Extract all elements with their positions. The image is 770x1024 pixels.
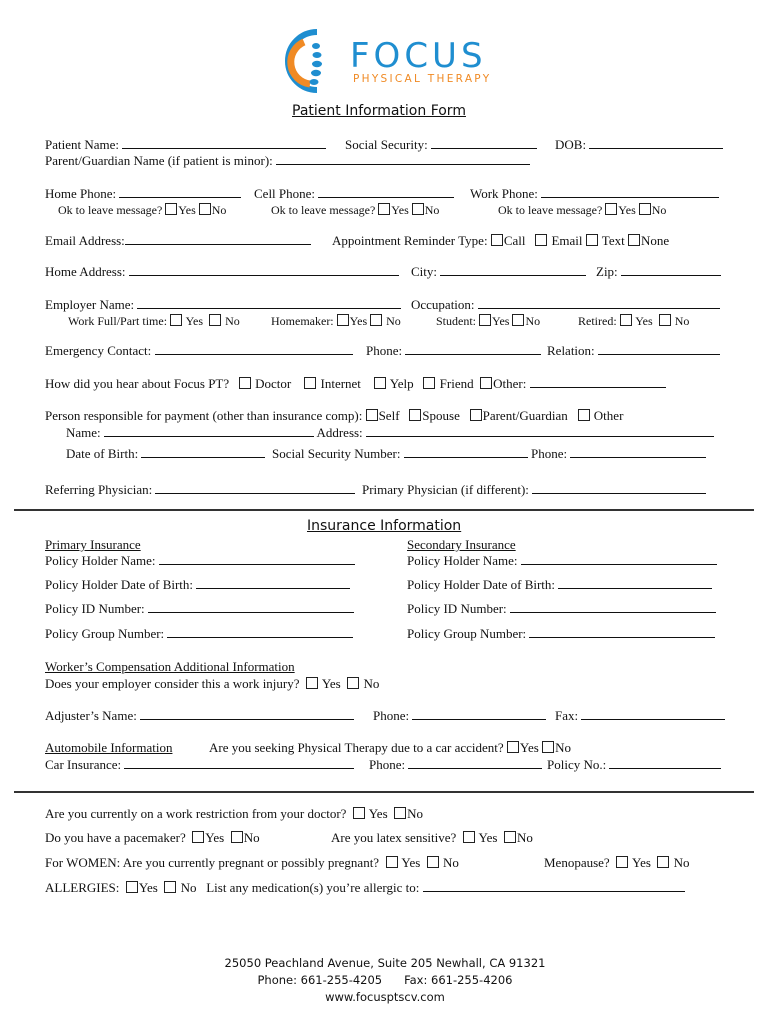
reminder-text-checkbox[interactable] (586, 234, 598, 246)
relation-label: Relation: (547, 343, 595, 358)
referring-label: Referring Physician: (45, 482, 153, 497)
hear-doctor-checkbox[interactable] (239, 377, 251, 389)
guardian-label: Parent/Guardian Name (if patient is minor): (45, 153, 273, 168)
pay-phone-field[interactable] (570, 446, 706, 458)
hear-other-field[interactable] (530, 376, 666, 388)
retired-no-checkbox[interactable] (659, 314, 671, 326)
no-label: No (386, 314, 401, 328)
ok-message-label: Ok to leave message? (271, 203, 376, 217)
yelp-label: Yelp (389, 376, 414, 391)
yes-label: Yes (368, 806, 388, 821)
city-field[interactable] (440, 264, 586, 276)
hear-friend-checkbox[interactable] (423, 377, 435, 389)
other-label: Other (593, 408, 624, 423)
p-holder-field[interactable] (159, 553, 355, 565)
hear-label: How did you hear about Focus PT? (45, 376, 230, 391)
patient-name-label: Patient Name: (45, 137, 120, 152)
work-msg-yes-checkbox[interactable] (605, 203, 617, 215)
patient-name-field[interactable] (122, 137, 326, 149)
policy-no-field[interactable] (609, 757, 721, 769)
text-label: Text (601, 233, 625, 248)
emergency-field[interactable] (155, 343, 353, 355)
emergency-phone-label: Phone: (366, 343, 403, 358)
ok-message-label: Ok to leave message? (498, 203, 603, 217)
work-phone-field[interactable] (541, 186, 719, 198)
p-holder-label: Policy Holder Name: (45, 553, 156, 568)
zip-label: Zip: (596, 264, 618, 279)
allergies-no-checkbox[interactable] (164, 881, 176, 893)
menopause-question: Menopause? (544, 855, 610, 870)
footer-phone: Phone: 661-255-4205 (257, 973, 383, 987)
allergies-label: ALLERGIES: (45, 880, 120, 895)
yes-label: Yes (492, 314, 510, 328)
p-holder-dob-label: Policy Holder Date of Birth: (45, 577, 194, 592)
student-yes-checkbox[interactable] (479, 314, 491, 326)
no-label: No (407, 806, 424, 821)
ssn-label: Social Security: (345, 137, 428, 152)
p-holder-dob-field[interactable] (196, 577, 350, 589)
p-group-field[interactable] (167, 626, 353, 638)
no-label: No (516, 830, 533, 845)
yes-label: Yes (401, 855, 421, 870)
pay-dob-field[interactable] (141, 446, 265, 458)
no-label: No (211, 203, 227, 217)
homemaker-yes-checkbox[interactable] (337, 314, 349, 326)
auto-heading: Automobile Information (45, 740, 173, 755)
dob-field[interactable] (589, 137, 723, 149)
doctor-label: Doctor (255, 376, 292, 391)
restriction-question: Are you currently on a work restriction from your doctor? (45, 806, 347, 821)
yes-label: Yes (391, 203, 409, 217)
brand-name: FOCUS (350, 36, 487, 76)
primary-insurance-heading: Primary Insurance (45, 537, 141, 552)
pacemaker-no-checkbox[interactable] (231, 831, 243, 843)
car-insurance-label: Car Insurance: (45, 757, 122, 772)
ssn-field[interactable] (431, 137, 537, 149)
ok-message-label: Ok to leave message? (58, 203, 163, 217)
s-holder-dob-label: Policy Holder Date of Birth: (407, 577, 556, 592)
adjuster-phone-field[interactable] (412, 708, 546, 720)
self-label: Self (378, 408, 400, 423)
no-label: No (651, 203, 667, 217)
guardian-field[interactable] (276, 153, 530, 165)
reminder-label: Appointment Reminder Type: (332, 233, 488, 248)
parent-label: Parent/Guardian (482, 408, 568, 423)
student-label: Student: (436, 314, 477, 328)
email-field[interactable] (125, 233, 311, 245)
footer-website[interactable]: www.focusptscv.com (325, 990, 445, 1004)
pay-parent-checkbox[interactable] (470, 409, 482, 421)
car-phone-label: Phone: (369, 757, 406, 772)
reminder-none-checkbox[interactable] (628, 234, 640, 246)
work-msg-no-checkbox[interactable] (639, 203, 651, 215)
work-injury-no-checkbox[interactable] (347, 677, 359, 689)
emergency-label: Emergency Contact: (45, 343, 152, 358)
secondary-insurance-heading: Secondary Insurance (407, 537, 516, 552)
footer-fax: Fax: 661-255-4206 (404, 973, 513, 987)
footer-contact (0, 972, 770, 989)
work-yes-checkbox[interactable] (170, 314, 182, 326)
yes-label: Yes (519, 740, 539, 755)
pregnant-yes-checkbox[interactable] (386, 856, 398, 868)
homemaker-label: Homemaker: (271, 314, 334, 328)
no-label: No (525, 314, 541, 328)
s-group-label: Policy Group Number: (407, 626, 527, 641)
adjuster-fax-field[interactable] (581, 708, 725, 720)
cell-msg-yes-checkbox[interactable] (378, 203, 390, 215)
car-accident-no-checkbox[interactable] (542, 741, 554, 753)
pay-spouse-checkbox[interactable] (409, 409, 421, 421)
no-label: No (243, 830, 260, 845)
home-msg-no-checkbox[interactable] (199, 203, 211, 215)
section-divider (14, 791, 754, 793)
none-label: None (640, 233, 670, 248)
pay-ssn-label: Social Security Number: (271, 446, 401, 461)
yes-label: Yes (138, 880, 158, 895)
focus-logo-mark (284, 28, 350, 94)
cell-phone-label: Cell Phone: (254, 186, 316, 201)
latex-no-checkbox[interactable] (504, 831, 516, 843)
workers-comp-heading: Worker’s Compensation Additional Information (45, 659, 295, 674)
no-label: No (443, 855, 459, 870)
no-label: No (363, 676, 380, 691)
pay-address-label: Address: (316, 425, 363, 440)
allergic-list-field[interactable] (423, 880, 685, 892)
pay-ssn-field[interactable] (404, 446, 528, 458)
yes-label: Yes (635, 314, 653, 328)
car-accident-question: Are you seeking Physical Therapy due to a car accident? (209, 740, 504, 755)
section-divider (14, 509, 754, 511)
retired-yes-checkbox[interactable] (620, 314, 632, 326)
adjuster-label: Adjuster’s Name: (45, 708, 137, 723)
home-phone-field[interactable] (119, 186, 241, 198)
emergency-phone-field[interactable] (405, 343, 541, 355)
employer-field[interactable] (137, 297, 401, 309)
yes-label: Yes (205, 830, 225, 845)
work-no-checkbox[interactable] (209, 314, 221, 326)
work-injury-yes-checkbox[interactable] (306, 677, 318, 689)
home-msg-yes-checkbox[interactable] (165, 203, 177, 215)
primary-physician-field[interactable] (532, 482, 706, 494)
pay-phone-label: Phone: (531, 446, 568, 461)
hear-other-checkbox[interactable] (480, 377, 492, 389)
no-label: No (673, 855, 690, 870)
work-injury-question: Does your employer consider this a work injury? (45, 676, 300, 691)
pay-name-field[interactable] (104, 425, 314, 437)
menopause-no-checkbox[interactable] (657, 856, 669, 868)
no-label: No (424, 203, 440, 217)
reminder-call-checkbox[interactable] (491, 234, 503, 246)
yes-label: Yes (618, 203, 636, 217)
no-label: No (225, 314, 240, 328)
pay-name-label: Name: (66, 425, 101, 440)
hear-internet-checkbox[interactable] (304, 377, 316, 389)
s-group-field[interactable] (529, 626, 715, 638)
menopause-yes-checkbox[interactable] (616, 856, 628, 868)
yes-label: Yes (349, 314, 368, 328)
occupation-field[interactable] (478, 297, 720, 309)
cell-msg-no-checkbox[interactable] (412, 203, 424, 215)
other-label: Other: (493, 376, 527, 391)
primary-physician-label: Primary Physician (if different): (361, 482, 529, 497)
referring-field[interactable] (155, 482, 355, 494)
internet-label: Internet (320, 376, 361, 391)
car-phone-field[interactable] (408, 757, 542, 769)
latex-question: Are you latex sensitive? (331, 830, 457, 845)
call-label: Call (503, 233, 526, 248)
pay-dob-label: Date of Birth: (66, 446, 139, 461)
s-holder-field[interactable] (521, 553, 717, 565)
s-id-label: Policy ID Number: (407, 601, 507, 616)
restriction-no-checkbox[interactable] (394, 807, 406, 819)
pacemaker-yes-checkbox[interactable] (192, 831, 204, 843)
hear-yelp-checkbox[interactable] (374, 377, 386, 389)
work-phone-label: Work Phone: (470, 186, 538, 201)
work-time-label: Work Full/Part time: (68, 314, 168, 328)
email-label: Email Address: (45, 233, 125, 248)
s-holder-dob-field[interactable] (558, 577, 712, 589)
occupation-label: Occupation: (411, 297, 475, 312)
retired-label: Retired: (578, 314, 617, 328)
spouse-label: Spouse (422, 408, 460, 423)
reminder-email-checkbox[interactable] (535, 234, 547, 246)
no-label: No (180, 880, 197, 895)
pay-self-checkbox[interactable] (366, 409, 378, 421)
p-group-label: Policy Group Number: (45, 626, 165, 641)
no-label: No (674, 314, 690, 328)
pacemaker-question: Do you have a pacemaker? (45, 830, 186, 845)
cell-phone-field[interactable] (318, 186, 454, 198)
p-id-label: Policy ID Number: (45, 601, 145, 616)
homemaker-no-checkbox[interactable] (370, 314, 382, 326)
adjuster-fax-label: Fax: (555, 708, 579, 723)
p-id-field[interactable] (148, 601, 354, 613)
insurance-title: Insurance Information (307, 518, 462, 534)
brand-tagline: PHYSICAL THERAPY (353, 73, 492, 85)
pay-other-checkbox[interactable] (578, 409, 590, 421)
latex-yes-checkbox[interactable] (463, 831, 475, 843)
yes-label: Yes (321, 676, 341, 691)
car-accident-yes-checkbox[interactable] (507, 741, 519, 753)
home-address-label: Home Address: (45, 264, 126, 279)
s-holder-label: Policy Holder Name: (407, 553, 518, 568)
payment-label: Person responsible for payment (other than insurance comp): (45, 408, 363, 423)
footer-address: 25050 Peachland Avenue, Suite 205 Newhall, CA 91321 (224, 956, 546, 970)
zip-field[interactable] (621, 264, 721, 276)
adjuster-field[interactable] (140, 708, 354, 720)
home-address-field[interactable] (129, 264, 399, 276)
yes-label: Yes (185, 314, 204, 328)
pay-address-field[interactable] (366, 425, 714, 437)
yes-label: Yes (178, 203, 196, 217)
dob-label: DOB: (555, 137, 587, 152)
no-label: No (555, 740, 571, 755)
pregnant-no-checkbox[interactable] (427, 856, 439, 868)
car-insurance-field[interactable] (124, 757, 354, 769)
policy-no-label: Policy No.: (547, 757, 607, 772)
relation-field[interactable] (598, 343, 720, 355)
yes-label: Yes (631, 855, 651, 870)
friend-label: Friend (439, 376, 474, 391)
home-phone-label: Home Phone: (45, 186, 117, 201)
pregnant-question: For WOMEN: Are you currently pregnant or possibly pregnant? (45, 855, 380, 870)
restriction-yes-checkbox[interactable] (353, 807, 365, 819)
employer-label: Employer Name: (45, 297, 135, 312)
form-title: Patient Information Form (292, 103, 466, 119)
adjuster-phone-label: Phone: (373, 708, 410, 723)
city-label: City: (411, 264, 438, 279)
allergies-yes-checkbox[interactable] (126, 881, 138, 893)
yes-label: Yes (478, 830, 498, 845)
student-no-checkbox[interactable] (512, 314, 524, 326)
s-id-field[interactable] (510, 601, 716, 613)
allergic-list-label: List any medication(s) you’re allergic to: (206, 880, 420, 895)
email-option-label: Email (551, 233, 583, 248)
